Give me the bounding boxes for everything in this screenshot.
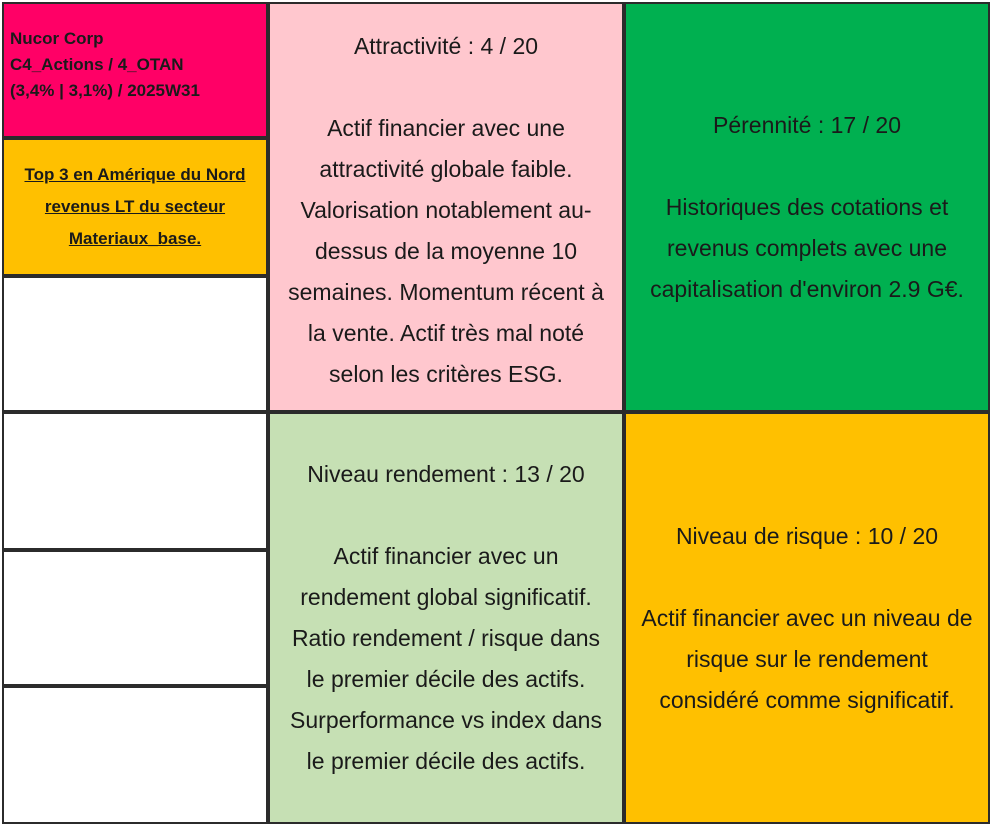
rendement-line: rendement global significatif.	[300, 584, 592, 610]
asset-classification: C4_Actions / 4_OTAN	[10, 55, 184, 74]
rendement-line: le premier décile des actifs.	[306, 666, 586, 692]
attractivite-line: attractivité globale faible.	[319, 156, 573, 182]
risque-line: considéré comme significatif.	[659, 686, 955, 713]
empty-cell	[2, 686, 268, 824]
attractivite-line: selon les critères ESG.	[329, 361, 563, 387]
top3-line-3: Materiaux_base.	[68, 229, 202, 248]
empty-cell	[2, 412, 268, 550]
rendement-line: Actif financier avec un	[333, 543, 559, 569]
perennite-panel	[624, 2, 990, 412]
attractivite-line: Actif financier avec une	[327, 115, 565, 141]
asset-stats: (3,4% | 3,1%) / 2025W31	[10, 81, 200, 100]
attractivite-line: dessus de la moyenne 10	[314, 238, 578, 264]
empty-cell	[2, 276, 268, 412]
rendement-line: le premier décile des actifs.	[306, 748, 586, 774]
rendement-line: Surperformance vs index dans	[290, 707, 602, 733]
attractivite-line: la vente. Actif très mal noté	[307, 320, 585, 346]
risque-panel	[624, 412, 990, 824]
empty-cell	[2, 550, 268, 686]
rendement-title: Niveau rendement : 13 / 20	[307, 461, 585, 487]
risque-line: Actif financier avec un niveau de	[641, 604, 973, 631]
asset-header-cell	[2, 2, 268, 138]
attractivite-line: semaines. Momentum récent à	[288, 279, 604, 305]
rendement-line: Ratio rendement / risque dans	[291, 625, 601, 651]
risque-title: Niveau de risque : 10 / 20	[675, 522, 939, 549]
rendement-panel	[268, 412, 624, 824]
perennite-line: capitalisation d'environ 2.9 G€.	[650, 275, 964, 302]
perennite-title: Pérennité : 17 / 20	[713, 111, 901, 138]
top3-ranking-cell	[2, 138, 268, 276]
top3-line-1: Top 3 en Amérique du Nord	[24, 165, 246, 184]
attractivite-panel	[268, 2, 624, 412]
company-name: Nucor Corp	[10, 29, 104, 48]
attractivite-line: Valorisation notablement au-	[300, 197, 592, 223]
risque-line: risque sur le rendement	[686, 645, 928, 672]
perennite-line: revenus complets avec une	[667, 234, 947, 261]
perennite-line: Historiques des cotations et	[665, 193, 949, 220]
attractivite-title: Attractivité : 4 / 20	[353, 33, 539, 59]
top3-line-2: revenus LT du secteur	[44, 197, 226, 216]
